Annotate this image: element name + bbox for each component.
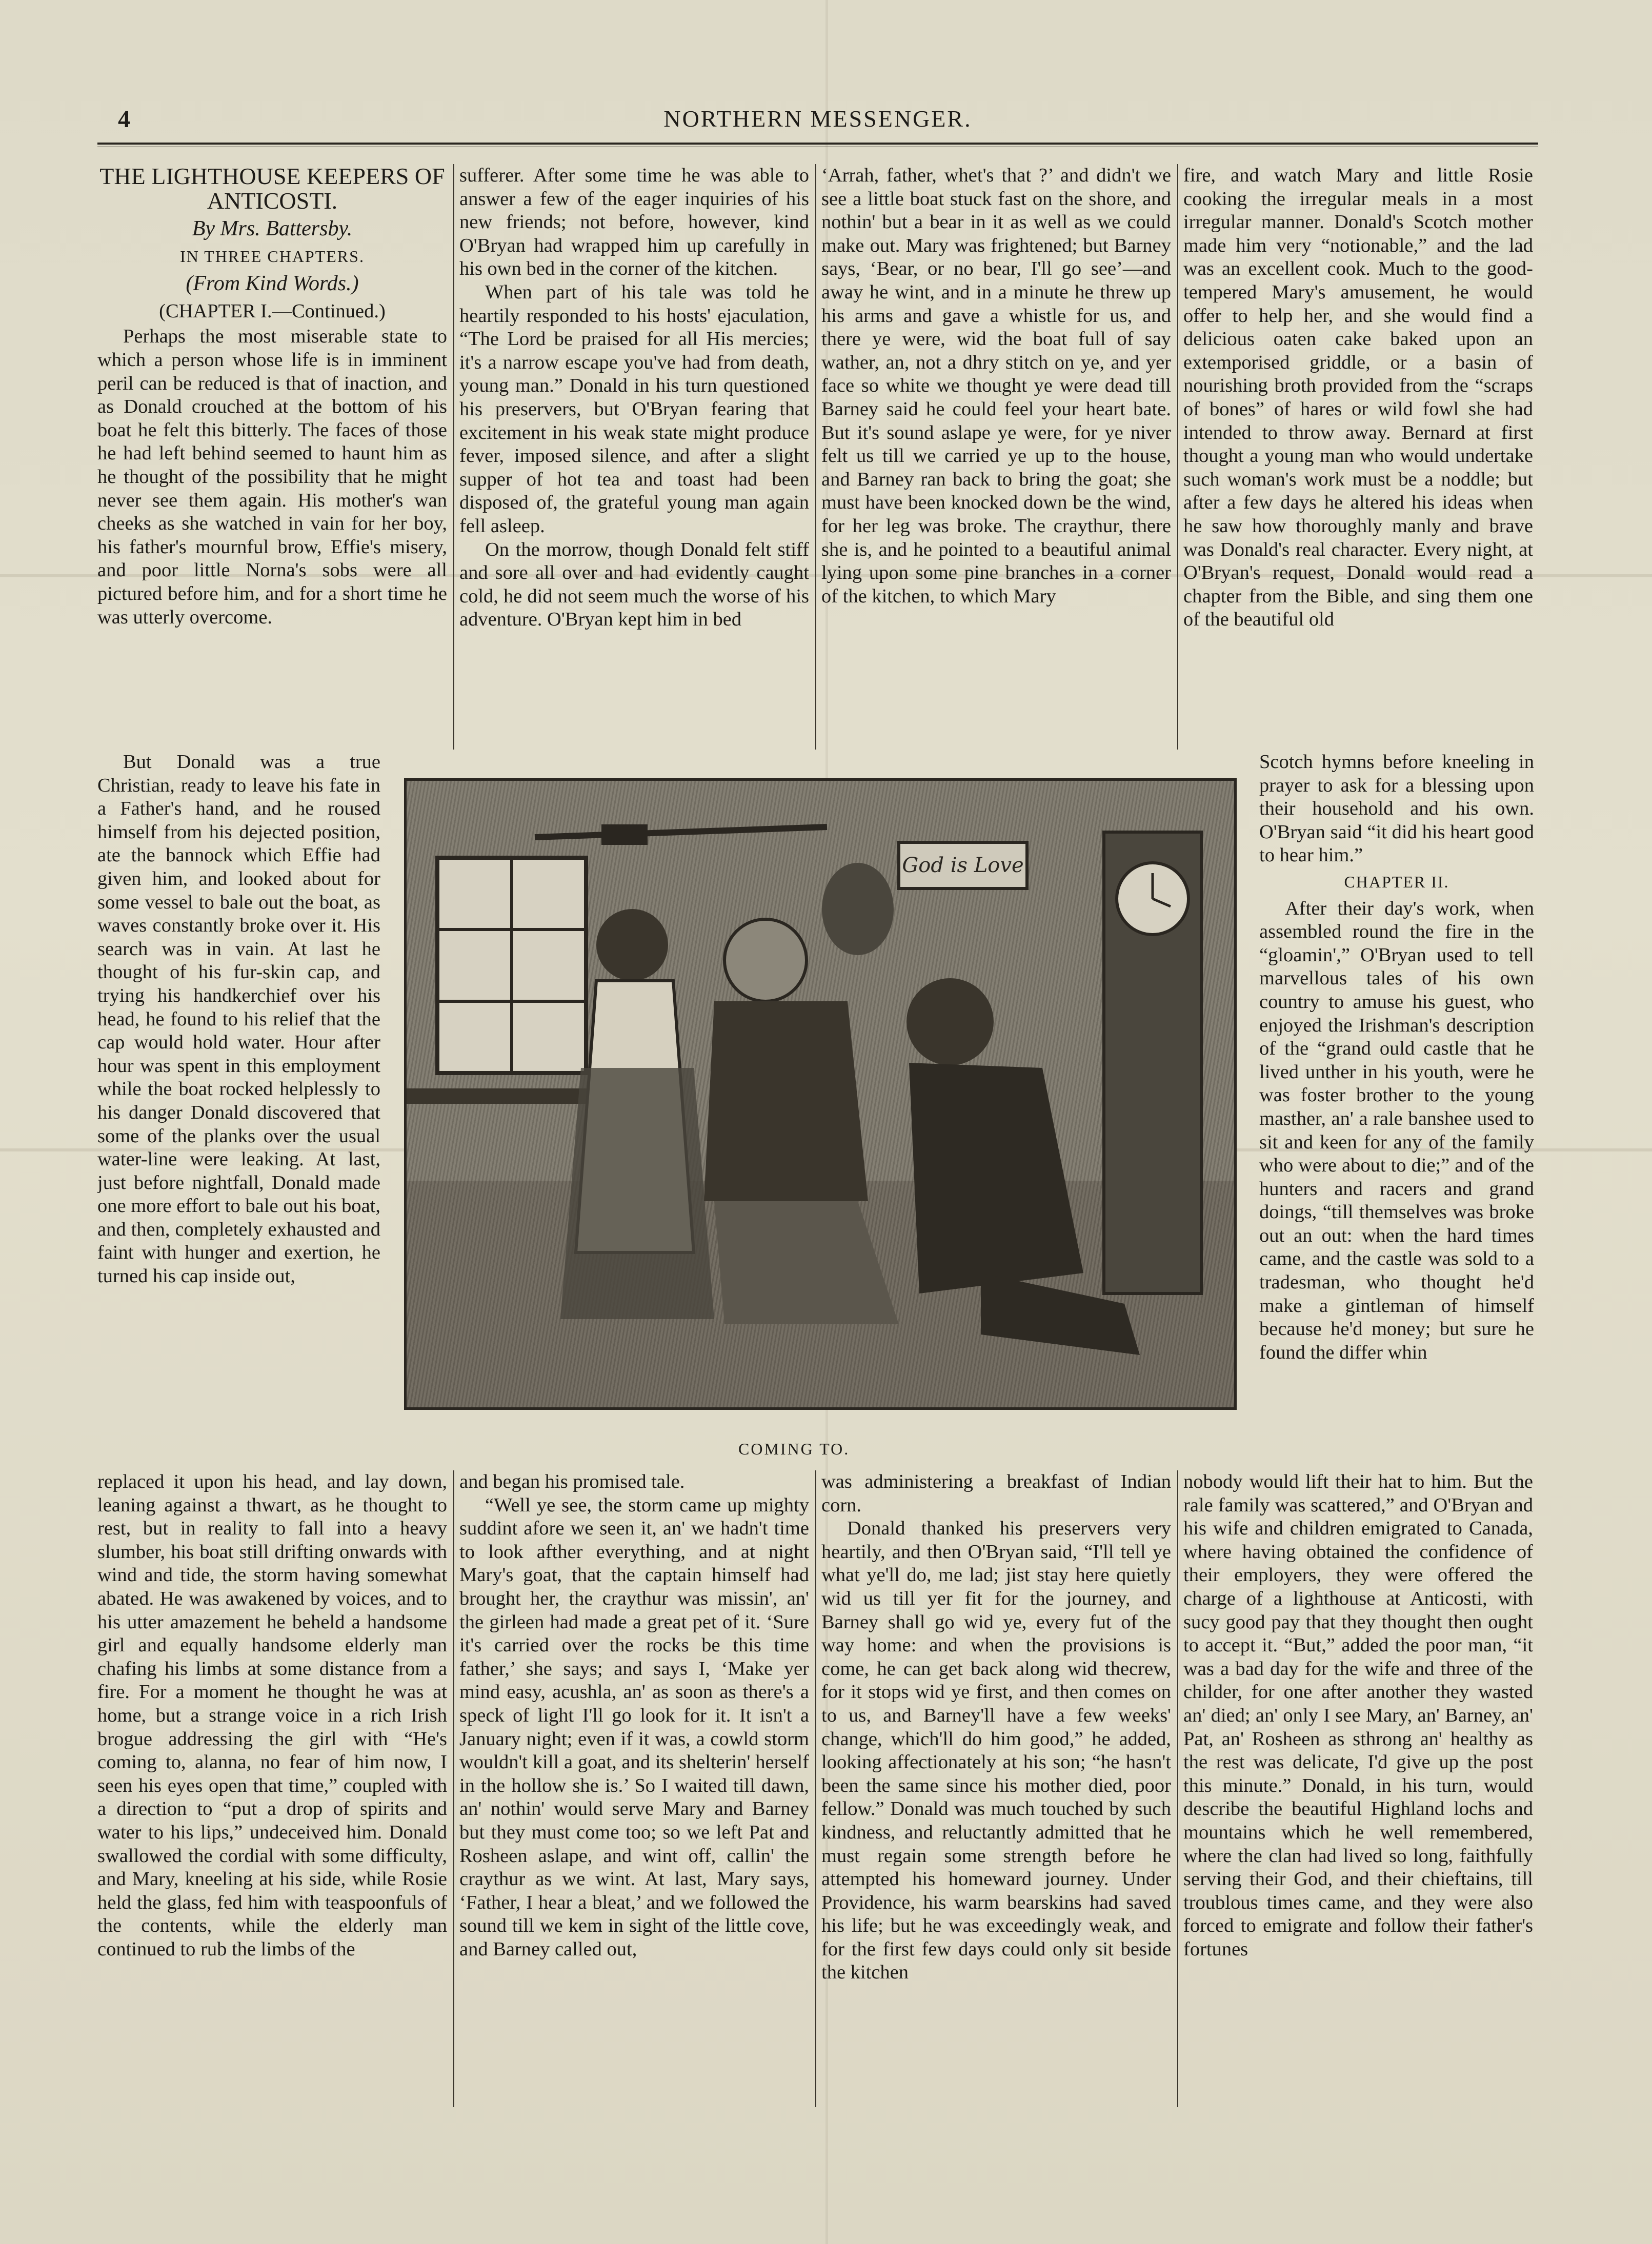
article-column-3-top bbox=[821, 164, 1171, 749]
paragraph: But Donald was a true Christian, ready to leave his fate in a Father's hand, and he roused himself from his dejected position, ate the bannock which Effie had given him, and looked about for some vessel to bale out the boat, as waves constantly broke over it. His search was in vain. At last he thought of his fur-skin cap, and trying his handkerchief over his head, he found to his relief that the cap would hold water. Hour after hour was spent in this employment while the boat rocked helplessly to his danger Donald discovered that some of the planks over the usual water-line were leaking. At last, just before nightfall, Donald made one more effort to bale out his boat, and then, completely exhausted and faint with hunger and exertion, he turned his cap inside out, bbox=[97, 751, 380, 1287]
article-column-1-bottom bbox=[97, 1470, 447, 2111]
hat bbox=[822, 863, 894, 955]
paragraph: After their day's work, when assembled round the fire in the “gloamin',” O'Bryan used to tell marvellous tales of his own country to amuse his guest, who enjoyed the Irishman's description of the “grand ould castle that he lived unther in his youth, were he was foster brother to the young masther, an' a rale banshee used to sit and keen for any of the family who were about to die;” and of the hunters and racers and grand doings, “till themselves was broke out an out: when the hard times came, and the castle was sold to a tradesman, who thought he'd make a gintleman of himself because he'd money; but sure he found the differ whin bbox=[1259, 897, 1534, 1363]
paragraph: ‘Arrah, father, whet's that ?’ and didn't we see a little boat stuck fast on the shore, and nothin' but a bear in it as well as we could make out. Mary was frightened; but Barney says, ‘Bear, or no bear, I'll go see’—and away he wint, and in a minute he threw up his arms and gave a whistle for us, and there ye were, wid the boat full of say wather, an, not a dhry stitch on ye, and yer face so white we thought ye were dead till Barney said he could feel your heart bate. But it's sound aslape ye were, for ye niver felt us till we carried ye up to the house, and Barney ran back to bring the goat; she must have been knocked down be the wind, for her leg was broke. The craythur, there she is, and he pointed to a beautiful animal lying upon some pine branches in a corner of the kitchen, to which Mary bbox=[821, 165, 1171, 607]
window bbox=[437, 858, 586, 1073]
paragraph: When part of his tale was told he heartily responded to his hosts' ejaculation, “The Lord be praised for all His mercies; it's a narrow escape you've had from death, young man.” Donald in his turn questioned his preservers, but O'Bryan fearing that excitement in his weak state might produce fever, imposed silence, and after a slight supper of hot tea and toast had been disposed of, the grateful young man again fell asleep. bbox=[459, 281, 809, 537]
article-column-1-narrow bbox=[97, 751, 380, 1468]
paragraph: and began his promised tale. bbox=[459, 1471, 685, 1492]
paragraph: was administering a breakfast of Indian corn. bbox=[821, 1471, 1171, 1516]
article-column-2-top bbox=[459, 164, 809, 749]
masthead: NORTHERN MESSENGER. bbox=[663, 106, 972, 132]
paragraph: sufferer. After some time he was able to answer a few of the eager inquiries of his new friends; not before, however, kind O'Bryan had wrapped him up carefully in his own bed in the corner of the kitchen. bbox=[459, 165, 809, 280]
chapter-heading: CHAPTER II. bbox=[1344, 872, 1449, 891]
engraving-illustration bbox=[404, 778, 1237, 1410]
article-subtitle: IN THREE CHAPTERS. bbox=[180, 247, 365, 266]
column-divider bbox=[815, 1470, 816, 2107]
grandfather-clock bbox=[1104, 832, 1201, 1293]
paragraph: “Well ye see, the storm came up mighty suddint afore we seen it, an' we hadn't time to look afther everything, and at night Mary's goat, that the captain himself had brought her, the craythur was missin', an' the girleen had made a great pet of it. ‘Sure it's carried over the rocks be this time father,’ she says; and says I, ‘Make yer mind easy, acushla, an' as soon as there's a speck of light I'll go look for it. It isn't a January night; even if it was, a cowld storm wouldn't kill a goat, and its shelterin' herself in the hollow she is.’ So I waited till dawn, an' nothin' would serve Mary and Barney but they must come too; so we left Pat and Rosheen aslape, and wint off, callin' the craythur as we wint. At last, Mary says, ‘Father, I hear a bleat,’ and we followed the sound till we kem in sight of the little cove, and Barney called out, bbox=[459, 1494, 809, 1960]
chapter-heading: (CHAPTER I.—Continued.) bbox=[159, 300, 386, 322]
column-divider bbox=[453, 164, 454, 750]
paragraph: Perhaps the most miserable state to which a person whose life is in imminent peril can be reduced is that of inaction, and as Donald crouched at the bottom of his boat he felt this bitterly. The faces of those he had left behind seemed to haunt him as he thought of the possibility that he might never see them again. His mother's wan cheeks as she watched in vain for her boy, his father's mournful brow, Effie's misery, and poor little Norna's sobs were all pictured before him, and for a short time he was utterly overcome. bbox=[97, 326, 447, 628]
column-divider bbox=[1177, 164, 1178, 750]
paragraph: fire, and watch Mary and little Rosie cooking the irregular meals in a most irregular manner. Donald's Scotch mother made him very “notionable,” and the lad was an excellent cook. Much to the good-tempered Mary's amusement, he would offer to help her, and she would find a delicious oaten cake baked upon an extemporised griddle, or a basin of nourishing broth provided from the “scraps of bones” of hares or wild fowl she had intended to throw away. Bernard at first thought a young man who would undertake such woman's work must be a noddle; but after a few days he altered his ideas when he saw how thoroughly manly and brave was Donald's real character. Every night, at O'Bryan's request, Donald would read a chapter from the Bible, and sing them one of the beautiful old bbox=[1183, 165, 1533, 631]
paragraph: On the morrow, though Donald felt stiff and sore all over and had evidently caught cold, he did not seem much the worse of his adventure. O'Bryan kept him in bed bbox=[459, 538, 809, 631]
article-source: (From Kind Words.) bbox=[186, 272, 359, 296]
wall-sign bbox=[899, 842, 1027, 888]
article-column-4-bottom bbox=[1183, 1470, 1533, 2111]
page-number: 4 bbox=[118, 106, 130, 133]
article-byline: By Mrs. Battersby. bbox=[192, 217, 353, 240]
article-column-2-bottom bbox=[459, 1470, 809, 2111]
column-divider bbox=[1177, 1470, 1178, 2107]
paragraph: nobody would lift their hat to him. But the rale family was scattered,” and O'Bryan and his wife and children emigrated to Canada, where having obtained the confidence of their employers, they were offered the charge of a lighthouse at Anticosti, with sucy good pay that they thought then ought to accept it. “But,” added the poor man, “it was a bad day for the wife and three of the childer, for one after another they wasted an' died; an' only I see Mary, an' Barney, an' Pat, an' Rosheen as sthrong an' healthy as the rest was delicate, I'd give up the post this minute.” Donald, in his turn, would describe the beautiful Highland lochs and mountains which he well remembered, where the clan had lived so long, faithfully serving their God, and their chieftains, till troublous times came, and they were also forced to emigrate and follow their father's fortunes bbox=[1183, 1471, 1533, 1960]
article-column-4-narrow bbox=[1259, 751, 1534, 1468]
article-title: THE LIGHTHOUSE KEEPERS OF ANTICOSTI. bbox=[99, 164, 445, 214]
column-divider bbox=[815, 164, 816, 750]
article-column-1-top bbox=[97, 164, 447, 749]
header-rule bbox=[97, 143, 1538, 145]
page-header bbox=[97, 105, 1538, 136]
column-divider bbox=[453, 1470, 454, 2107]
article-column-4-top bbox=[1183, 164, 1533, 749]
paragraph: Donald thanked his preservers very heartily, and then O'Bryan said, “I'll tell ye what ye'll do, me lad; jist stay here quietly wid us till yer fit for the journey, and Barney shall go wid ye, every fut of the way home: and when the provisions is come, he can get back along wid thecrew, for it stops wid ye first, and then comes on to us, and Barney'll have a few weeks' change, which'll do him good,” he added, looking affectionately at his son; “he hasn't been the same since his mother died, poor fellow.” Donald was much touched by such kindness, and reluctantly admitted that he must regain some strength before he attempted his homeward journey. Under Providence, his warm bearskins had saved his life; but he was exceedingly weak, and for the first few days could only sit beside the kitchen bbox=[821, 1518, 1171, 1984]
paragraph: replaced it upon his head, and lay down, leaning against a thwart, as he thought to rest, but in reality to fall into a heavy slumber, his boat still drifting onwards with wind and tide, the storm having somewhat abated. He was awakened by voices, and to his utter amazement he beheld a handsome girl and equally handsome elderly man chafing his limbs at some distance from a fire. For a moment he thought he was at home, but a strange voice in a rich Irish brogue addressing the girl with “He's coming to, alanna, no fear of him now, I seen his eyes open that time,” coupled with a direction to “put a drop of spirits and water to his lips,” undeceived him. Donald swallowed the cordial with some difficulty, and Mary, kneeling at his side, while Rosie held the glass, fed him with teaspoonfuls of the contents, while the elderly man continued to rub the limbs of the bbox=[97, 1471, 447, 1960]
illustration-caption: COMING TO. bbox=[738, 1440, 850, 1458]
engraving-scene bbox=[407, 781, 1234, 1407]
article-column-3-bottom bbox=[821, 1470, 1171, 2111]
paragraph: Scotch hymns before kneeling in prayer to ask for a blessing upon their household and his own. O'Bryan said “it did his heart good to hear him.” bbox=[1259, 751, 1534, 866]
wall-sign-text: God is Love bbox=[902, 854, 1024, 877]
